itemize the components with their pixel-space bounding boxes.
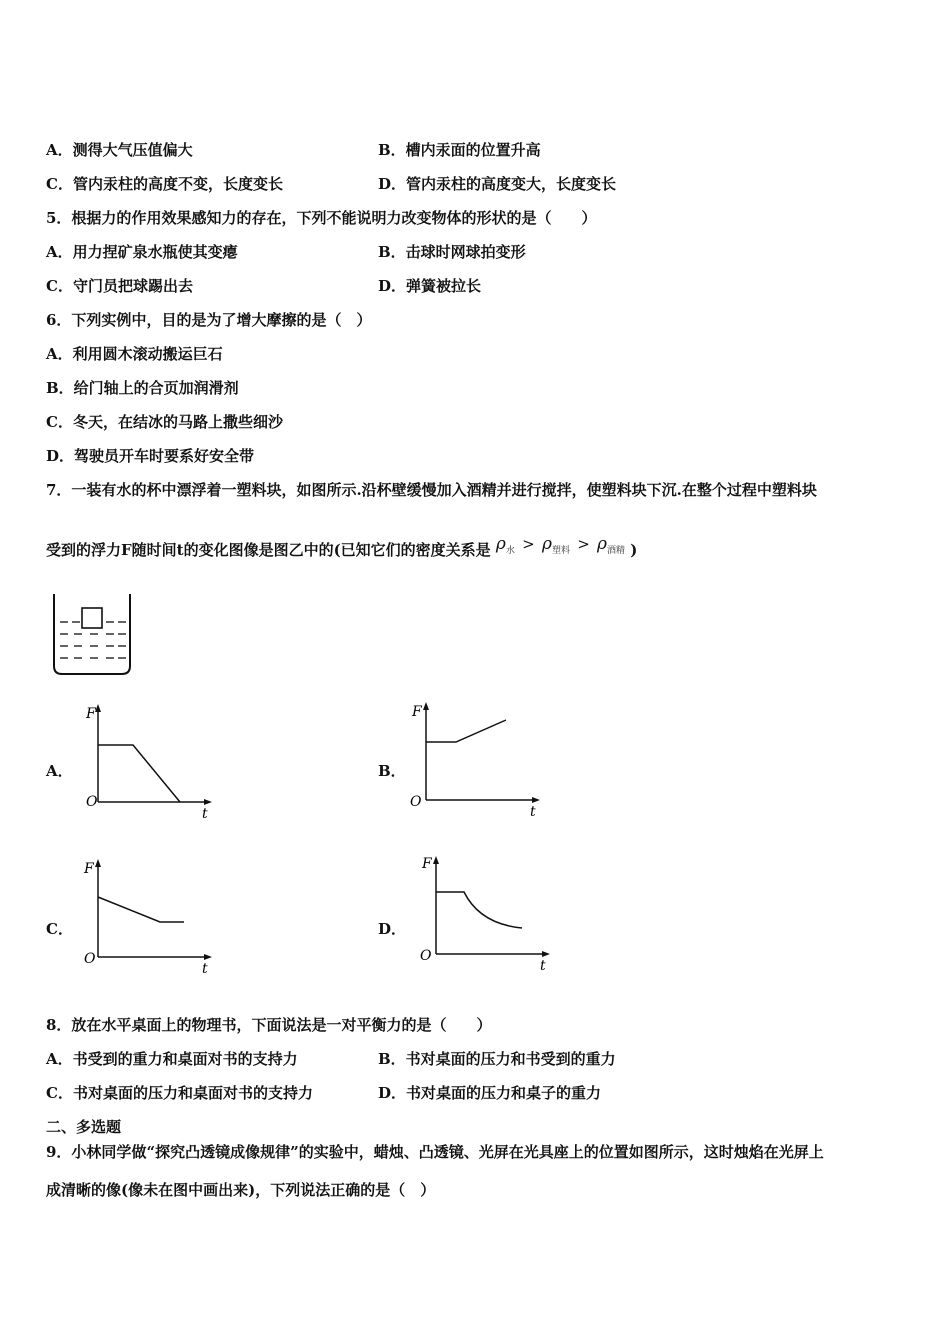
graph-b-curve: [426, 720, 506, 742]
q4-option-c: C．管内汞柱的高度不变，长度变长: [46, 175, 283, 193]
graph-d-axis-t: t: [540, 958, 546, 974]
rho-symbol-alcohol: ρ: [597, 534, 608, 554]
graph-a-axis-f: F: [86, 706, 96, 722]
q8-option-b: B．书对桌面的压力和书受到的重力: [378, 1050, 616, 1068]
section-title: 二、多选题: [46, 1118, 122, 1136]
q7-stem-line1: 7．一装有水的杯中漂浮着一塑料块，如图所示.沿杯壁缓慢加入酒精并进行搅拌，使塑料块下沉.在整个过程中塑料块: [46, 481, 817, 499]
graph-d: [418, 852, 568, 977]
graph-c-axis-t: t: [202, 961, 208, 977]
q9-stem-line1: 9．小林同学做“探究凸透镜成像规律”的实验中，蜡烛、凸透镜、光屏在光具座上的位置如图所示，这时烛焰在光屏上: [46, 1143, 824, 1161]
q8-option-a: A．书受到的重力和桌面对书的支持力: [46, 1050, 298, 1068]
graph-b-axis-f: F: [412, 704, 422, 720]
graph-a: [80, 700, 230, 825]
q6-option-d: D．驾驶员开车时要系好安全带: [46, 447, 255, 465]
q5-stem: 5．根据力的作用效果感知力的存在，下列不能说明力改变物体的形状的是（ ）: [46, 209, 597, 227]
density-water-label: 水: [505, 546, 515, 556]
density-relation: [495, 534, 630, 556]
graph-a-label: A．: [46, 762, 73, 780]
graph-c: [80, 855, 230, 980]
graph-d-curve: [436, 892, 522, 928]
q4-option-a: A．测得大气压值偏大: [46, 141, 193, 159]
graph-a-origin: O: [86, 794, 98, 810]
graph-b-label: B．: [378, 762, 406, 780]
graph-c-label: C．: [46, 920, 73, 938]
graph-a-curve: [98, 745, 180, 802]
graph-b-axis-t: t: [530, 804, 536, 820]
q8-option-d: D．书对桌面的压力和桌子的重力: [378, 1084, 602, 1102]
q6-option-a: A．利用圆木滚动搬运巨石: [46, 345, 223, 363]
q5-option-a: A．用力捏矿泉水瓶使其变瘪: [46, 243, 238, 261]
graph-d-label: D．: [378, 920, 407, 938]
rho-symbol-water: ρ: [495, 534, 506, 554]
plastic-block: [82, 608, 102, 628]
rho-symbol-plastic: ρ: [541, 534, 552, 554]
graph-c-curve: [98, 897, 184, 922]
q5-option-c: C．守门员把球踢出去: [46, 277, 193, 295]
q5-option-d: D．弹簧被拉长: [378, 277, 482, 295]
greater-than-1: >: [522, 535, 535, 553]
graph-b-origin: O: [410, 794, 422, 810]
q6-option-c: C．冬天，在结冰的马路上撒些细沙: [46, 413, 283, 431]
q7-stem-line2: [46, 534, 638, 567]
graph-c-origin: O: [84, 951, 96, 967]
graph-a-axis-t: t: [202, 806, 208, 822]
density-plastic-label: 塑料: [551, 546, 570, 556]
graph-b: [408, 698, 558, 823]
q6-stem: 6．下列实例中，目的是为了增大摩擦的是（ ）: [46, 311, 372, 329]
graph-c-axis-f: F: [84, 861, 94, 877]
q9-stem-line2: 成清晰的像(像未在图中画出来)，下列说法正确的是（ ）: [46, 1181, 436, 1199]
q7-stem-text: 受到的浮力F随时间t的变化图像是图乙中的(已知它们的密度关系是: [46, 541, 491, 559]
q8-option-c: C．书对桌面的压力和桌面对书的支持力: [46, 1084, 313, 1102]
graph-d-axis-f: F: [422, 856, 432, 872]
graph-d-origin: O: [420, 948, 432, 964]
q6-option-b: B．给门轴上的合页加润滑剂: [46, 379, 239, 397]
greater-than-2: >: [577, 535, 590, 553]
density-alcohol-label: 酒精: [607, 546, 626, 556]
q7-stem-close: ): [630, 541, 638, 559]
q5-option-b: B．击球时网球拍变形: [378, 243, 526, 261]
q8-stem: 8．放在水平桌面上的物理书，下面说法是一对平衡力的是（ ）: [46, 1016, 492, 1034]
cup-figure: [50, 592, 134, 678]
q4-option-d: D．管内汞柱的高度变大，长度变长: [378, 175, 617, 193]
q4-option-b: B．槽内汞面的位置升高: [378, 141, 541, 159]
